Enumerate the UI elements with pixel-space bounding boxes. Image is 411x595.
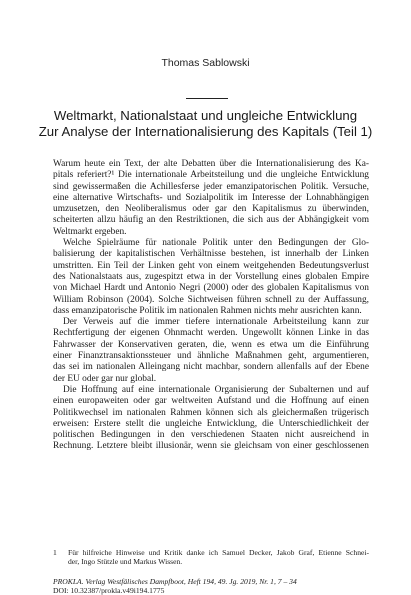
- body-line: umstritten. Ein Teil der Linken geht von einem weitgehenden Bedeutungsverlust: [53, 260, 369, 271]
- journal-citation: PROKLA. Verlag Westfälisches Dampfboot, Heft 194, 49. Jg. 2019, Nr. 1, 7 – 34: [53, 577, 297, 586]
- running-footer: [53, 577, 369, 595]
- footnote-number: 1: [53, 548, 57, 557]
- body-text: [53, 159, 369, 453]
- body-line: des Nationalstaats aus, zugespitzt etwa in der Vorstellung eines globalen Empire: [53, 271, 369, 282]
- title-separator-rule: [186, 98, 228, 99]
- body-line: Warum heute ein Text, der alte Debatten über die Internationalisierung des Ka-: [53, 159, 369, 169]
- footnote-line: Für hilfreiche Hinweise und Kritik danke ich Samuel Decker, Jakob Graf, Etienne Schnei-: [68, 548, 369, 557]
- author-name: Thomas Sablowski: [161, 57, 250, 69]
- body-line: erweisen: Erstere stellt die ungleiche Entwicklung, die Unterschiedlichkeit der: [53, 418, 369, 429]
- body-line: Weltmarkt ergeben.: [53, 226, 127, 237]
- body-line: Die Hoffnung auf eine internationale Organisierung der Subalternen und auf: [63, 384, 369, 395]
- body-line: pitals referiert?¹ Die internationale Arbeitsteilung und die ungleiche Entwicklung: [53, 170, 369, 181]
- article-subtitle: Zur Analyse der Internationalisierung des Kapitals (Teil 1): [38, 124, 373, 139]
- body-line: politischen Bedingungen in den verschiedenen Staaten nicht ausreichend in: [53, 430, 369, 441]
- article-title: Weltmarkt, Nationalstaat und ungleiche Entwicklung: [53, 108, 358, 123]
- body-line: das sei im nationalen Alleingang nicht machbar, sondern allenfalls auf der Ebene: [53, 362, 369, 373]
- body-line: Welche Spielräume für nationale Politik unter den Bedingungen der Glo-: [63, 238, 369, 249]
- body-line: scheiterten allzu häufig an den Restriktionen, die sich aus der Abhängigkeit vom: [53, 215, 369, 226]
- footnote-line: der, Ingo Stützle und Markus Wissen.: [68, 557, 183, 567]
- body-line: Rechnung. Letztere bleibt illusionär, wenn sie gleichsam von einer geschlossenen: [53, 441, 369, 452]
- body-line: dass emanzipatorische Politik im nationalen Rahmen nichts mehr ausrichten kann.: [53, 305, 362, 316]
- body-line: einer Finanztransaktionssteuer und ähnliche Maßnahmen geht, argumentieren,: [53, 351, 369, 362]
- body-line: sind gewissermaßen die Achillesferse jeder emanzipatorischen Politik. Versuche,: [53, 181, 369, 192]
- body-line: Fahrwasser der Konservativen geraten, die, wenn es etwa um die Einführung: [53, 339, 369, 350]
- body-line: Politikwechsel im nationalen Rahmen können sich als gleichermaßen trügerisch: [53, 407, 369, 418]
- body-line: William Robinson (2004). Solche Sichtweisen führen schnell zu der Auffassung,: [53, 294, 369, 305]
- body-line: Rechtfertigung der eigenen Ohnmacht werden. Ungewollt können Linke in das: [53, 328, 369, 339]
- footnote: [53, 548, 369, 567]
- body-line: eine alternative Wirtschafts- und Sozialpolitik im Interesse der Lohnabhängigen: [53, 192, 369, 203]
- body-line: von Michael Hardt und Antonio Negri (2000) oder des globalen Kapitalismus von: [53, 283, 369, 294]
- body-line: umzusetzen, den Neoliberalismus oder gar den Kapitalismus zu überwinden,: [53, 204, 369, 215]
- body-line: Der Verweis auf die immer tiefere internationale Arbeitsteilung kann zur: [63, 317, 369, 328]
- body-line: balisierung der kapitalistischen Verhältnisse bestehen, ist innerhalb der Linken: [53, 249, 369, 260]
- body-line: der EU oder gar nur global.: [53, 373, 157, 384]
- doi-line: DOI: 10.32387/prokla.v49i194.1775: [53, 586, 165, 595]
- body-line: einen europaweiten oder gar weltweiten Aufstand und die Hoffnung auf einen: [53, 396, 369, 407]
